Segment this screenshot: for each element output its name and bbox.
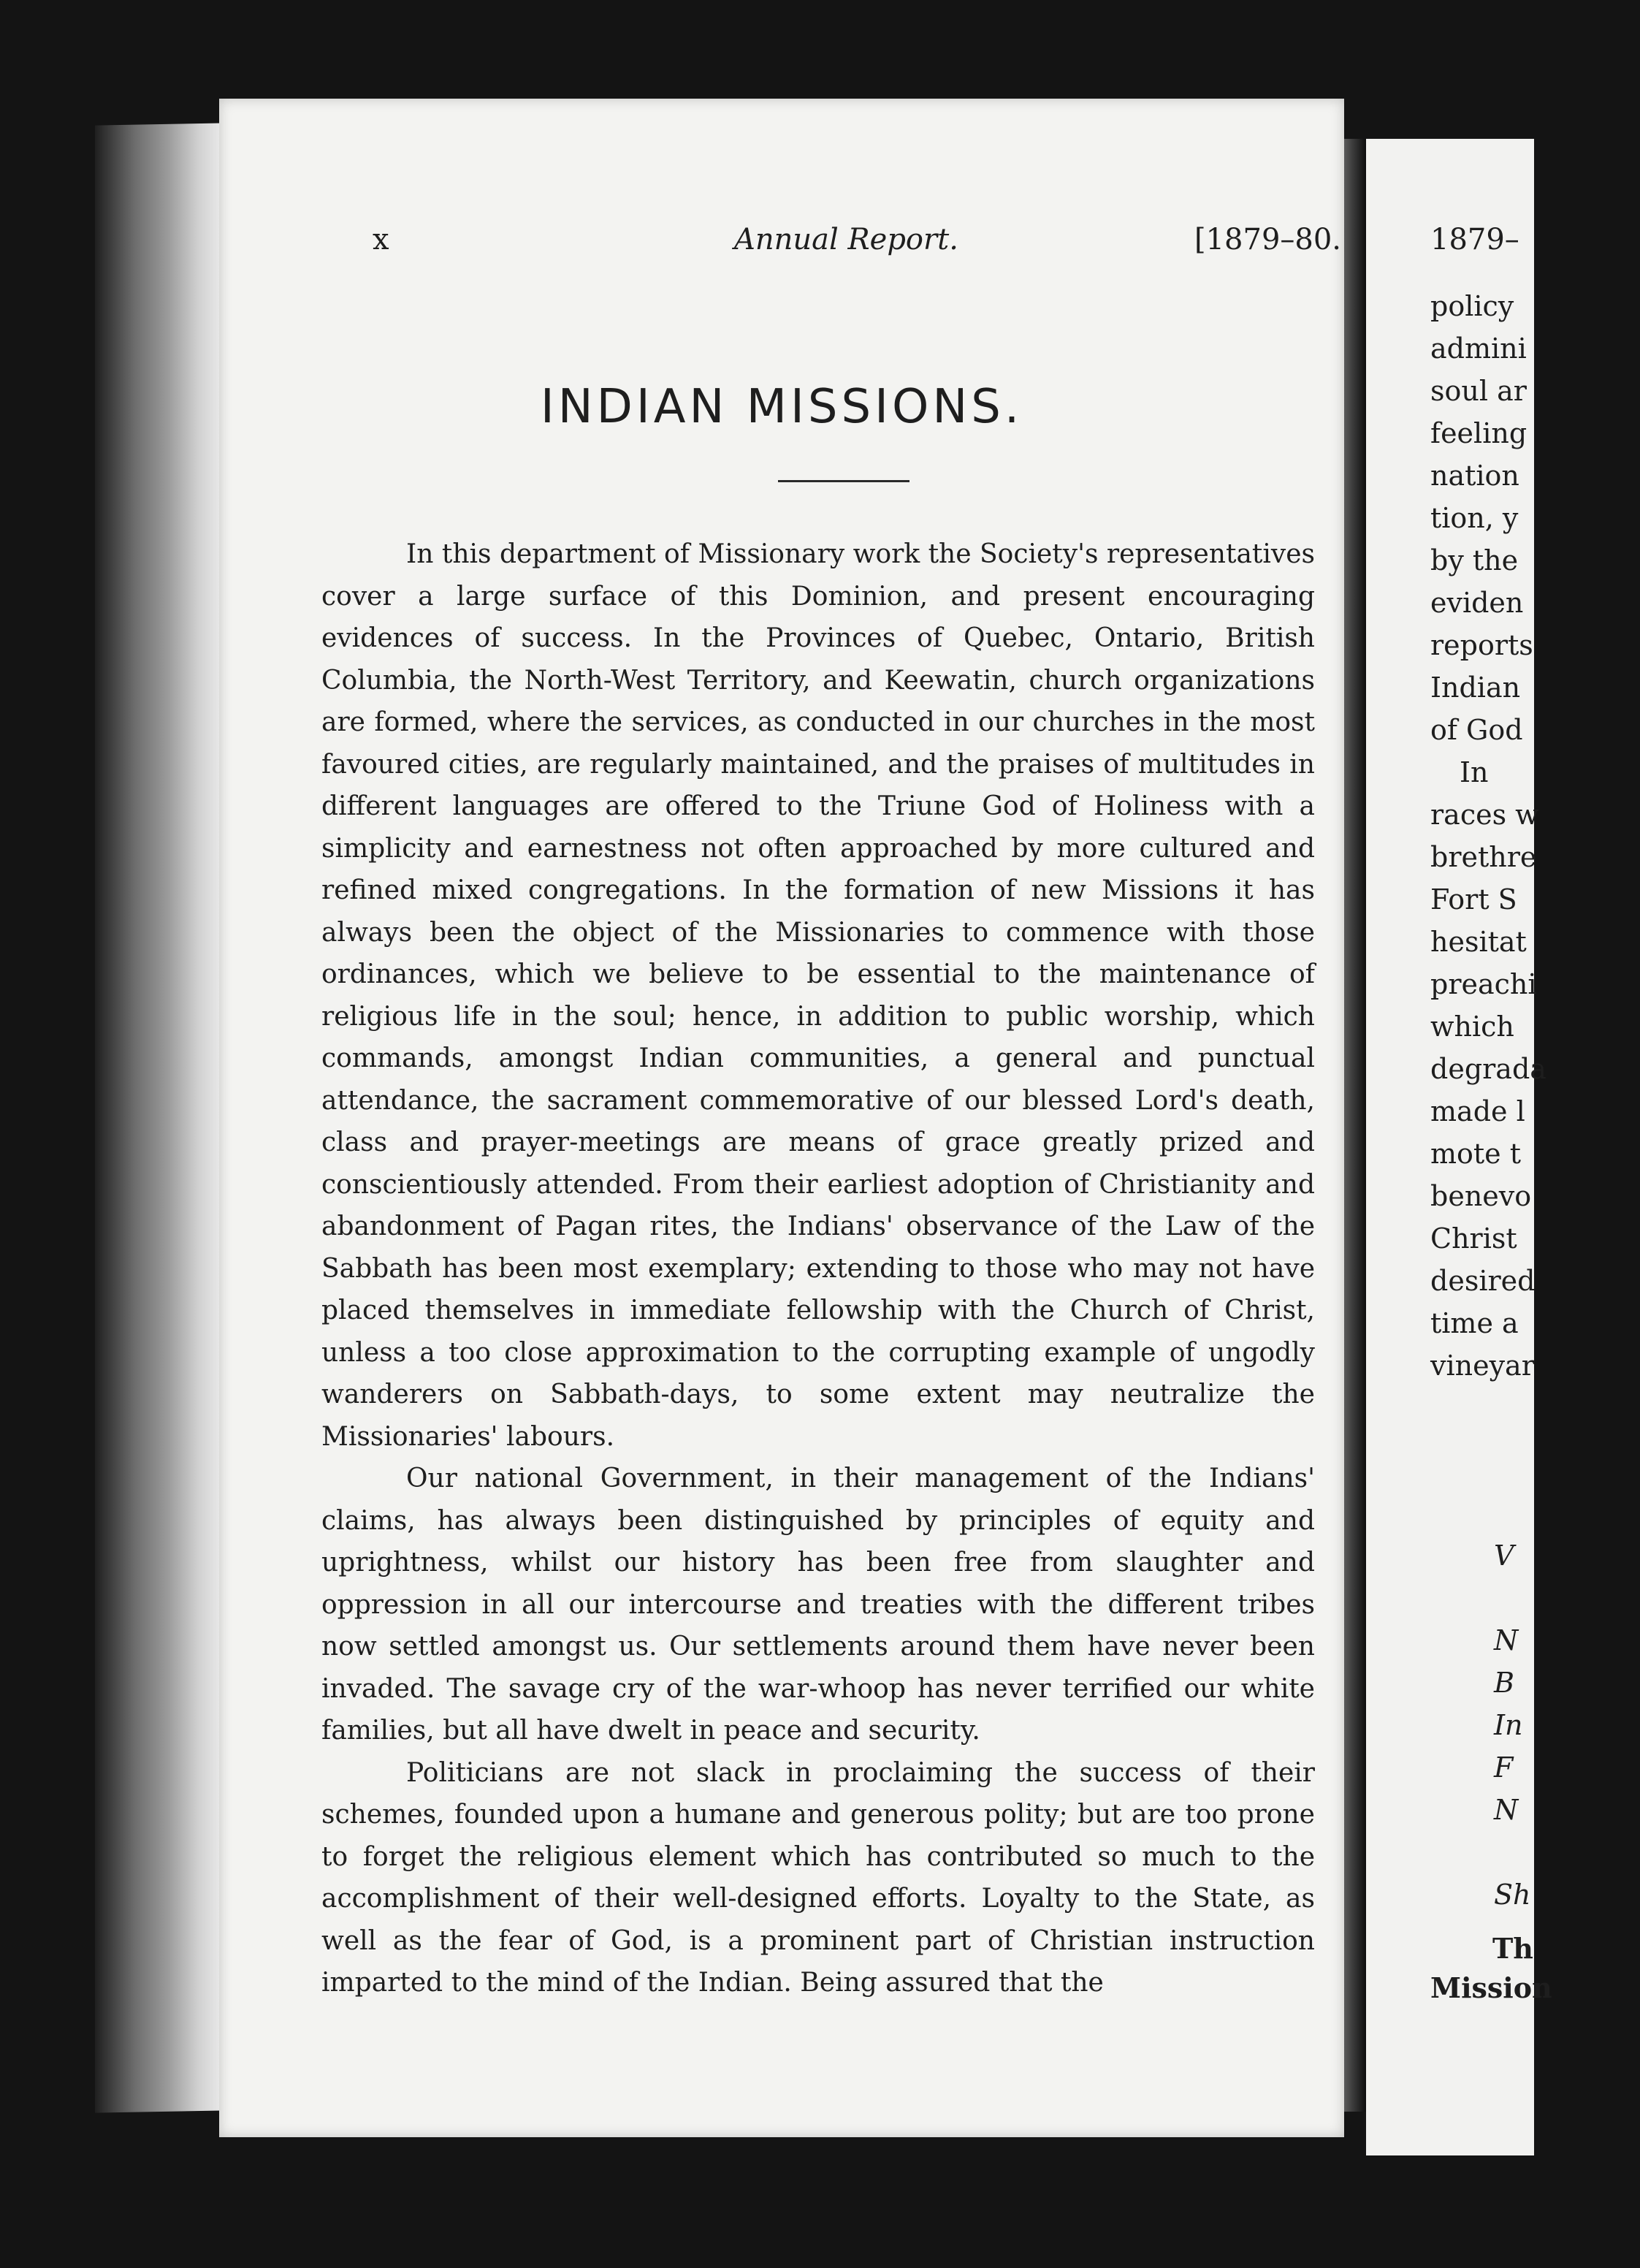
- facing-line: preachi: [1430, 968, 1537, 1000]
- facing-bold-line: Th: [1492, 1932, 1533, 1965]
- report-title: Annual Report.: [734, 223, 958, 256]
- facing-italic-line: N: [1494, 1794, 1519, 1826]
- facing-line: made l: [1430, 1095, 1525, 1127]
- facing-page-list: [1494, 1534, 1640, 1916]
- facing-page-head: 1879–: [1430, 223, 1519, 256]
- facing-page: [1366, 139, 1552, 2155]
- facing-line: hesitat: [1430, 926, 1527, 958]
- facing-line: desired: [1430, 1265, 1536, 1297]
- facing-italic-line: In: [1494, 1709, 1523, 1741]
- section-title: INDIAN MISSIONS.: [540, 380, 1023, 434]
- facing-line: feeling: [1430, 417, 1528, 449]
- facing-page-footer: [1430, 1929, 1576, 2008]
- facing-line: mote t: [1430, 1138, 1522, 1170]
- facing-line: admini: [1430, 332, 1527, 365]
- facing-line: Fort S: [1430, 883, 1517, 916]
- page-number: x: [373, 223, 389, 256]
- running-head: [373, 223, 1344, 267]
- facing-italic-line: N: [1494, 1624, 1519, 1656]
- report-year: [1879–80.: [1194, 223, 1342, 256]
- facing-italic-line: B: [1494, 1667, 1514, 1699]
- facing-line: reports: [1430, 629, 1533, 661]
- facing-line: of God: [1430, 714, 1523, 746]
- book-gutter: [1344, 139, 1366, 2112]
- facing-line: policy: [1430, 290, 1514, 322]
- book-fore-edge: [95, 123, 226, 2112]
- facing-line: vineyar: [1430, 1350, 1535, 1382]
- facing-line: Christ: [1430, 1222, 1517, 1255]
- facing-line: Indian: [1430, 671, 1521, 704]
- facing-line: benevo: [1430, 1180, 1532, 1212]
- facing-page-text: [1430, 285, 1576, 1387]
- facing-line: which: [1430, 1011, 1514, 1043]
- paragraph: Our national Government, in their management of the Indians' claims, has always been distinguished by principles of equity and uprightness, whilst our history has been free from slaughter and oppression in all our intercourse and treaties with the different tribes now settled amongst us. Our settlements around them have never been invaded. The savage cry of the war-whoop has never terrified our white families, but all have dwelt in peace and security.: [321, 1464, 1315, 1746]
- facing-line: eviden: [1430, 587, 1524, 619]
- body-text: [321, 533, 1315, 2004]
- facing-line: tion, y: [1430, 502, 1519, 534]
- paragraph: Politicians are not slack in proclaiming the success of their schemes, founded upon a humane and generous polity; but are too prone to forget the religious element which has contributed so much to the accomplishment of their well-designed efforts. Loyalty to the State, as well as the fear of God, is a prominent part of Christian instruction imparted to the mind of the Indian. Being assured that the: [321, 1757, 1315, 1998]
- facing-italic-line: Sh: [1494, 1879, 1531, 1911]
- title-rule: [778, 480, 909, 482]
- facing-line: by the: [1430, 544, 1519, 576]
- facing-line: degrada: [1430, 1053, 1546, 1085]
- facing-line: nation: [1430, 460, 1519, 492]
- facing-italic-line: F: [1494, 1751, 1514, 1784]
- facing-line: races w: [1430, 799, 1539, 831]
- facing-line: In: [1460, 756, 1489, 788]
- paragraph: In this department of Missionary work the Society's representatives cover a large surface of this Dominion, and present encouraging evidences of success. In the Provinces of Quebec, Ontario, British Columbia, the North-West Territory, and Keewatin, church organizations are formed, where the services, as conducted in our churches in the most favoured cities, are regularly maintained, and the praises of multitudes in different languages are offered to the Triune God of Holiness with a simplicity and earnestness not often approached by more cultured and refined mixed congregations. In the formation of new Missions it has always been the object of the Missionaries to commence with those ordinances, which we believe to be essential to the maintenance of religious life in the soul; hence, in addition to public worship, which commands, amongst Indian communities, a general and punctual attendance, the sacrament commemorative of our blessed Lord's death, class and prayer-meetings are means of grace greatly prized and conscientiously attended. From their earliest adoption of Christianity and abandonment of Pagan rites, the Indians' observance of the Law of the Sabbath has been most exemplary; extending to those who may not have placed themselves in immediate fellowship with the Church of Christ, unless a too close approximation to the corrupting example of ungodly wanderers on Sabbath-days, to some extent may neutralize the Missionaries' labours.: [321, 539, 1315, 1452]
- facing-line: brethre: [1430, 841, 1537, 873]
- facing-line: time a: [1430, 1307, 1519, 1339]
- facing-bold-line: Mission: [1430, 1971, 1552, 2004]
- facing-italic-line: V: [1494, 1540, 1514, 1572]
- facing-line: soul ar: [1430, 375, 1527, 407]
